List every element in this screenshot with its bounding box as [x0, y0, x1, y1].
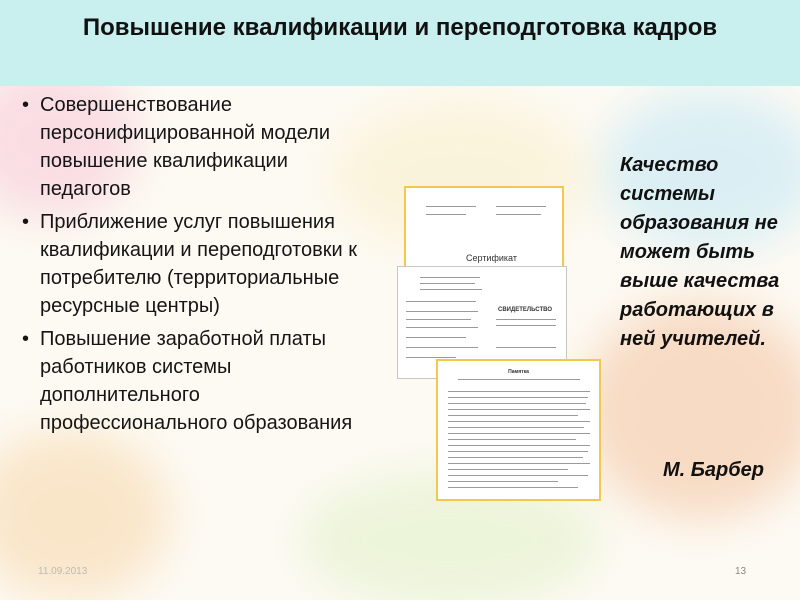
quote-text: Качество системы образования не может быть выше качества работающих в ней учителей.	[620, 154, 780, 350]
certificate-title: Сертификат	[466, 253, 517, 263]
bullet-item: • Повышение заработной платы работников системы дополнительного профессионального образования	[20, 325, 380, 437]
slide-title: Повышение квалификации и переподготовка кадров	[82, 14, 718, 41]
slide-date: 11.09.2013	[38, 566, 88, 577]
title-band	[0, 0, 800, 86]
bullet-item: • Приближение услуг повышения квалификации и переподготовки к потребителю (территориальные ресурсные центры)	[20, 208, 380, 320]
svidetelstvo-title: СВИДЕТЕЛЬСТВО	[498, 307, 552, 313]
quote-author: М. Барбер	[663, 459, 764, 481]
memo-image	[436, 359, 601, 501]
memo-title: Памятка	[508, 369, 529, 375]
page-number: 13	[735, 566, 747, 577]
bullet-item: • Совершенствование персонифицированной модели повышение квалификации педагогов	[20, 91, 380, 203]
bullet-list	[20, 91, 380, 442]
